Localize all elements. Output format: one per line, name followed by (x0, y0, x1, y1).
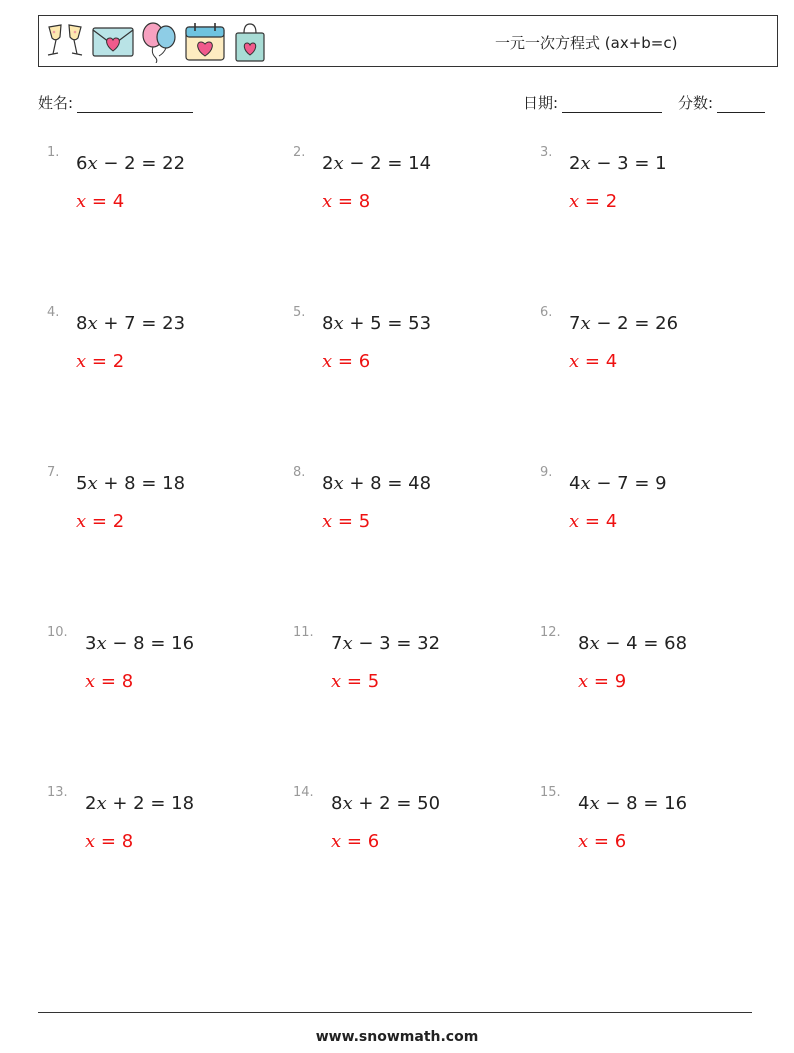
answer-value: 6 (367, 831, 380, 852)
answer-value: 2 (112, 351, 125, 372)
result: 26 (655, 313, 679, 334)
problem-item (293, 625, 523, 705)
problem-number: 14. (293, 785, 314, 800)
variable: x (333, 473, 344, 494)
coefficient: 2 (322, 153, 334, 174)
problem-number: 1. (47, 145, 60, 160)
problem-item (293, 785, 523, 865)
operator: + (112, 793, 128, 814)
problem-number: 13. (47, 785, 68, 800)
header-icons (43, 18, 269, 66)
result: 16 (171, 633, 195, 654)
result: 53 (408, 313, 432, 334)
coefficient: 4 (578, 793, 590, 814)
score-blank[interactable] (717, 98, 765, 113)
operator: + (349, 313, 365, 334)
operator: − (596, 153, 612, 174)
problem-equation: 4x − 8 = 16 (578, 793, 688, 814)
answer-value: 9 (614, 671, 627, 692)
problem-item (540, 625, 770, 705)
result: 50 (417, 793, 441, 814)
variable: x (580, 473, 591, 494)
answer-value: 8 (358, 191, 371, 212)
answer-variable: x (85, 831, 96, 852)
problem-equation: 3x − 8 = 16 (85, 633, 195, 654)
problem-answer: x = 6 (331, 831, 380, 852)
answer-variable: x (578, 831, 589, 852)
answer-variable: x (76, 351, 87, 372)
problem-answer: x = 8 (322, 191, 371, 212)
answer-variable: x (331, 831, 342, 852)
name-blank[interactable] (77, 98, 193, 113)
problem-equation: 8x + 2 = 50 (331, 793, 441, 814)
problem-answer: x = 6 (578, 831, 627, 852)
answer-variable: x (76, 511, 87, 532)
operator: − (596, 313, 612, 334)
problem-item (540, 305, 770, 385)
problem-item (540, 145, 770, 225)
name-label: 姓名: (38, 94, 74, 112)
problem-number: 10. (47, 625, 68, 640)
problem-number: 8. (293, 465, 306, 480)
problem-number: 15. (540, 785, 561, 800)
problem-answer: x = 2 (76, 511, 125, 532)
result: 9 (655, 473, 667, 494)
problem-answer: x = 2 (76, 351, 125, 372)
answer-variable: x (569, 191, 580, 212)
problem-number: 6. (540, 305, 553, 320)
constant: 4 (626, 633, 638, 654)
constant: 2 (370, 153, 382, 174)
variable: x (589, 633, 600, 654)
problem-equation: 2x + 2 = 18 (85, 793, 195, 814)
variable: x (342, 633, 353, 654)
variable: x (333, 153, 344, 174)
result: 18 (171, 793, 195, 814)
name-field (38, 92, 193, 113)
coefficient: 2 (569, 153, 581, 174)
result: 1 (655, 153, 667, 174)
constant: 7 (617, 473, 629, 494)
answer-value: 2 (605, 191, 618, 212)
problem-answer: x = 8 (85, 671, 134, 692)
coefficient: 8 (76, 313, 88, 334)
problem-equation: 6x − 2 = 22 (76, 153, 186, 174)
date-label: 日期: (523, 94, 559, 112)
champagne-glasses-icon (43, 21, 87, 63)
variable: x (87, 473, 98, 494)
balloons-icon (139, 21, 179, 63)
problem-equation: 5x + 8 = 18 (76, 473, 186, 494)
problem-answer: x = 4 (569, 511, 618, 532)
coefficient: 4 (569, 473, 581, 494)
problem-answer: x = 5 (322, 511, 371, 532)
problem-equation: 2x − 3 = 1 (569, 153, 667, 174)
constant: 3 (617, 153, 629, 174)
coefficient: 5 (76, 473, 88, 494)
result: 18 (162, 473, 186, 494)
answer-variable: x (322, 351, 333, 372)
score-label: 分数: (678, 94, 714, 112)
problem-equation: 8x + 5 = 53 (322, 313, 432, 334)
result: 32 (417, 633, 441, 654)
answer-value: 5 (358, 511, 371, 532)
coefficient: 8 (322, 473, 334, 494)
date-field (523, 92, 662, 113)
answer-value: 5 (367, 671, 380, 692)
answer-value: 6 (614, 831, 627, 852)
problem-item (47, 785, 277, 865)
answer-value: 8 (121, 831, 134, 852)
worksheet-title: 一元一次方程式 (ax+b=c) (495, 34, 678, 52)
variable: x (87, 313, 98, 334)
date-blank[interactable] (562, 98, 662, 113)
operator: − (596, 473, 612, 494)
result: 14 (408, 153, 432, 174)
constant: 7 (124, 313, 136, 334)
problem-item (293, 465, 523, 545)
problem-equation: 7x − 3 = 32 (331, 633, 441, 654)
constant: 2 (379, 793, 391, 814)
operator: + (103, 313, 119, 334)
coefficient: 8 (322, 313, 334, 334)
constant: 8 (133, 633, 145, 654)
answer-variable: x (569, 351, 580, 372)
constant: 8 (626, 793, 638, 814)
problem-item (47, 465, 277, 545)
variable: x (96, 793, 107, 814)
coefficient: 8 (331, 793, 343, 814)
problem-item (540, 465, 770, 545)
answer-variable: x (578, 671, 589, 692)
result: 68 (664, 633, 688, 654)
answer-variable: x (322, 511, 333, 532)
problem-number: 7. (47, 465, 60, 480)
coefficient: 3 (85, 633, 97, 654)
problem-number: 4. (47, 305, 60, 320)
operator: − (112, 633, 128, 654)
coefficient: 8 (578, 633, 590, 654)
score-field (678, 92, 765, 113)
calendar-heart-icon (183, 21, 227, 63)
problem-item (47, 145, 277, 225)
constant: 8 (124, 473, 136, 494)
footer-divider (38, 1012, 752, 1013)
problem-number: 9. (540, 465, 553, 480)
variable: x (589, 793, 600, 814)
answer-value: 4 (112, 191, 125, 212)
operator: − (358, 633, 374, 654)
problem-equation: 7x − 2 = 26 (569, 313, 679, 334)
constant: 3 (379, 633, 391, 654)
problem-equation: 4x − 7 = 9 (569, 473, 667, 494)
operator: + (349, 473, 365, 494)
operator: − (349, 153, 365, 174)
variable: x (333, 313, 344, 334)
variable: x (87, 153, 98, 174)
operator: − (605, 793, 621, 814)
result: 23 (162, 313, 186, 334)
answer-value: 2 (112, 511, 125, 532)
operator: + (358, 793, 374, 814)
problem-equation: 8x + 7 = 23 (76, 313, 186, 334)
constant: 8 (370, 473, 382, 494)
result: 48 (408, 473, 432, 494)
problem-item (47, 625, 277, 705)
coefficient: 6 (76, 153, 88, 174)
coefficient: 2 (85, 793, 97, 814)
problem-number: 3. (540, 145, 553, 160)
problem-number: 2. (293, 145, 306, 160)
result: 22 (162, 153, 186, 174)
operator: − (103, 153, 119, 174)
answer-variable: x (322, 191, 333, 212)
answer-variable: x (76, 191, 87, 212)
answer-value: 4 (605, 351, 618, 372)
variable: x (342, 793, 353, 814)
problem-item (540, 785, 770, 865)
coefficient: 7 (331, 633, 343, 654)
problem-number: 5. (293, 305, 306, 320)
answer-value: 4 (605, 511, 618, 532)
operator: + (103, 473, 119, 494)
problem-number: 11. (293, 625, 314, 640)
answer-variable: x (569, 511, 580, 532)
problem-item (293, 145, 523, 225)
variable: x (580, 313, 591, 334)
problem-item (47, 305, 277, 385)
answer-variable: x (85, 671, 96, 692)
result: 16 (664, 793, 688, 814)
problem-item (293, 305, 523, 385)
problem-equation: 8x − 4 = 68 (578, 633, 688, 654)
operator: − (605, 633, 621, 654)
problem-number: 12. (540, 625, 561, 640)
problem-answer: x = 6 (322, 351, 371, 372)
problem-answer: x = 2 (569, 191, 618, 212)
problem-equation: 2x − 2 = 14 (322, 153, 432, 174)
problem-answer: x = 4 (569, 351, 618, 372)
problem-answer: x = 8 (85, 831, 134, 852)
constant: 2 (133, 793, 145, 814)
constant: 2 (617, 313, 629, 334)
constant: 5 (370, 313, 382, 334)
worksheet-header (38, 15, 778, 67)
coefficient: 7 (569, 313, 581, 334)
answer-value: 8 (121, 671, 134, 692)
variable: x (96, 633, 107, 654)
constant: 2 (124, 153, 136, 174)
problem-answer: x = 5 (331, 671, 380, 692)
problem-equation: 8x + 8 = 48 (322, 473, 432, 494)
footer-website: www.snowmath.com (315, 1029, 479, 1045)
answer-variable: x (331, 671, 342, 692)
answer-value: 6 (358, 351, 371, 372)
gift-bag-icon (231, 21, 269, 63)
problem-answer: x = 4 (76, 191, 125, 212)
variable: x (580, 153, 591, 174)
problem-answer: x = 9 (578, 671, 627, 692)
love-letter-icon (91, 21, 135, 63)
